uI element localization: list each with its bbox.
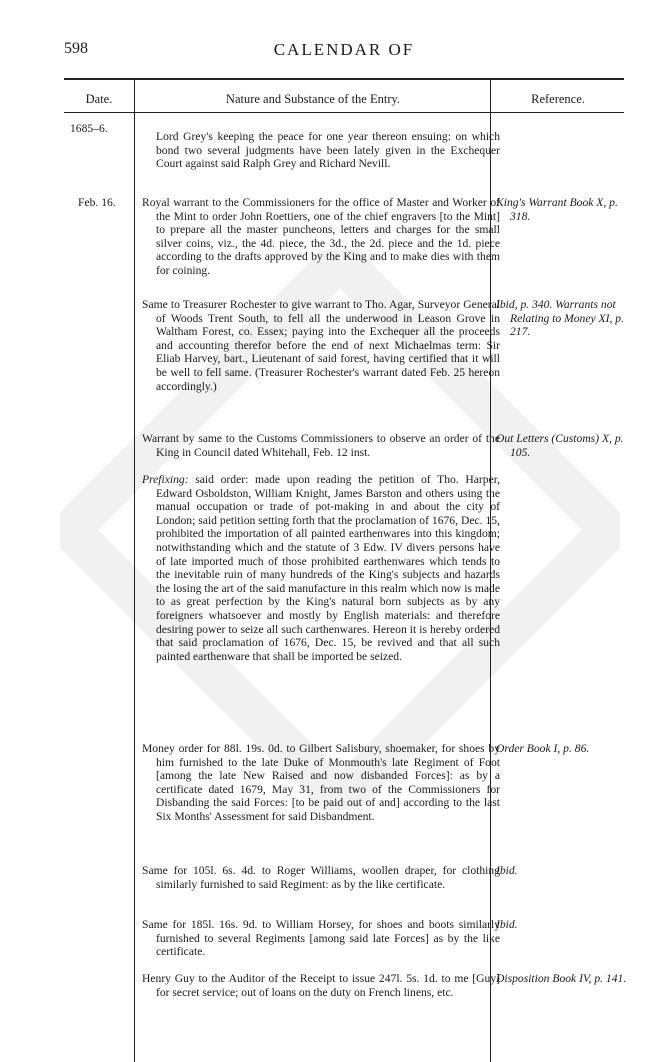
table-header-rule xyxy=(64,112,624,113)
row-reference: Disposition Book IV, p. 141. xyxy=(496,972,627,985)
row-entry: Same for 105l. 6s. 4d. to Roger Williams, woollen draper, for clothing similarly furnished to said Regiment: as by the like certificate. xyxy=(142,864,500,891)
row-entry: Henry Guy to the Auditor of the Receipt to issue 247l. 5s. 1d. to me [Guy] for secret service; out of loans on the duty on French linens, etc. xyxy=(142,972,500,999)
row-entry: Royal warrant to the Commissioners for the office of Master and Worker of the Mint to order John Roettiers, one of the chief engravers [to the Mint] to prepare all the master puncheons, letters and charges for the small silver coins, viz., the 4d. piece, the 3d., the 2d. piece and the 1d. piece according to the drafts approved by the King and to make dies with them for coining. xyxy=(142,196,500,277)
row-reference: King's Warrant Book X, p. 318. xyxy=(496,196,618,223)
column-header-date: Date. xyxy=(85,92,113,106)
running-title: CALENDAR OF xyxy=(273,40,415,59)
table-top-rule xyxy=(64,78,624,80)
page-number: 598 xyxy=(64,40,88,57)
row-entry: Money order for 88l. 19s. 0d. to Gilbert Salisbury, shoemaker, for shoes by him furnished to the late Duke of Monmouth's late Regiment of Foot [among the late New Raised and now disbanded Forces]: as by a certificate dated 1679, May 31, from two of the Commissioners for Disbanding the said Forces: [to be paid out of and] according to the last Six Months' Assessment for said Disbandment. xyxy=(142,742,500,823)
row-reference: Order Book I, p. 86. xyxy=(496,742,590,755)
column-divider-1 xyxy=(134,78,135,1062)
row-entry-prefix xyxy=(142,473,500,663)
row-reference: Ibid. xyxy=(496,864,518,877)
row-entry: Lord Grey's keeping the peace for one year thereon ensuing: on which bond two several judgments have been lately given in the Exchequer Court against said Ralph Grey and Richard Nevill. xyxy=(156,130,500,171)
row-reference: Ibid. xyxy=(496,918,518,931)
column-header-entry: Nature and Substance of the Entry. xyxy=(225,92,401,106)
column-header-reference: Reference. xyxy=(531,92,585,106)
row-reference: Ibid, p. 340. Warrants not Relating to Money XI, p. 217. xyxy=(496,298,624,339)
row-entry: Same to Treasurer Rochester to give warrant to Tho. Agar, Surveyor General of Woods Trent South, to fell all the underwood in Leason Grove in Waltham Forest, co. Essex; paying into the Exchequer all the proceeds and accounting therefor before the end of next Michaelmas term: Sir Eliab Harvey, bart., Lieutenant of said forest, having certified that it will be well to fell same. (Treasurer Rochester's warrant dated Feb. 25 hereon accordingly.) xyxy=(142,298,500,393)
row-date: 1685–6. xyxy=(70,122,108,135)
row-date: Feb. 16. xyxy=(78,196,116,209)
row-entry: Same for 185l. 16s. 9d. to William Horsey, for shoes and boots similarly furnished to several Regiments [among said late Forces] as by the like certificate. xyxy=(142,918,500,959)
row-entry: Warrant by same to the Customs Commissioners to observe an order of the King in Council dated Whitehall, Feb. 12 inst. xyxy=(142,432,500,459)
prefix-text: said order: made upon reading the petition of Tho. Harper, Edward Osboldston, William Knight, James Barston and others using the manual occupation or trade of pot-making in and about the city of London; said petition setting forth that the proclamation of 1676, Dec. 15, prohibited the importation of all painted earthenwares into this kingdom; notwithstanding which and the statute of 3 Edw. IV divers persons have of late imported much of those prohibited earthenwares which tends to the inevitable ruin of many hundreds of the King's subjects and hazards the losing the art of the said manufacture in this realm which now is made to as great perfection by the King's natural born subjects as by any foreigners whatsoever and mostly by English materials: and therefore desiring power to seize all such carthenwares. Hereon it is hereby ordered that said proclamation of 1676, Dec. 15, be revived and that all such painted earthenware that shall be imported be seized. xyxy=(156,473,500,663)
prefix-label: Prefixing: xyxy=(142,473,189,486)
page-header xyxy=(64,40,624,64)
row-reference: Out Letters (Customs) X, p. 105. xyxy=(496,432,624,459)
